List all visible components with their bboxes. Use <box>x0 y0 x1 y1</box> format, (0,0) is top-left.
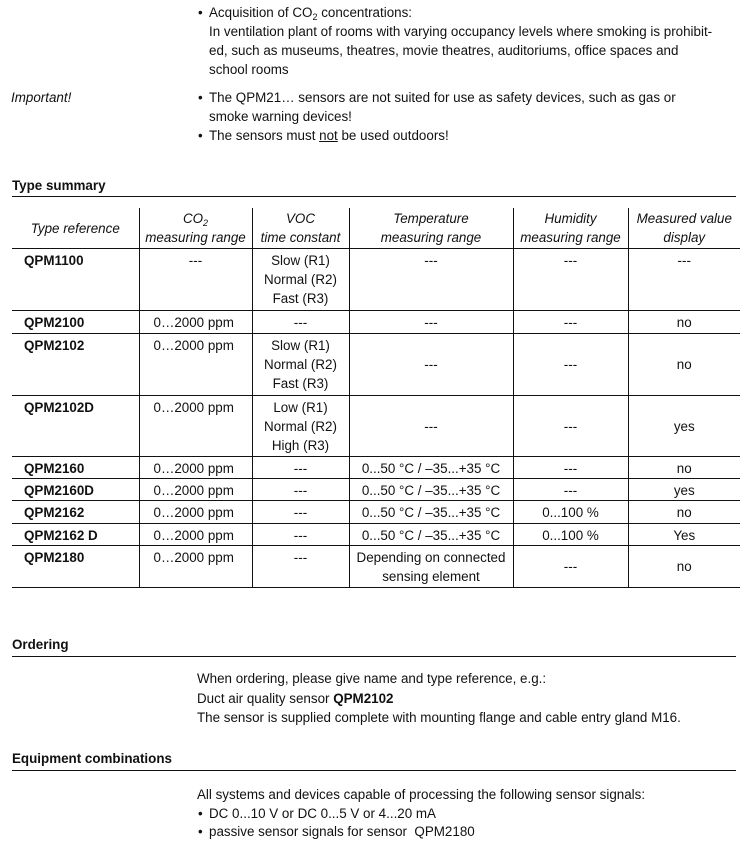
cell-temperature: --- <box>349 396 513 457</box>
cell-display: yes <box>628 479 740 501</box>
cell-voc: --- <box>252 524 349 546</box>
cell-humidity: --- <box>513 546 628 588</box>
cell-voc: Low (R1) Normal (R2) High (R3) <box>252 396 349 457</box>
cell-humidity: --- <box>513 396 628 457</box>
bullet-important-1: • <box>198 90 203 105</box>
important-text-2: The sensors must not be used outdoors! <box>209 128 449 143</box>
ordering-line-2: Duct air quality sensor QPM2102 <box>197 691 394 706</box>
table-row <box>12 457 740 479</box>
important-label: Important! <box>11 90 72 105</box>
cell-co2: 0…2000 ppm <box>139 311 252 334</box>
cell-display: no <box>628 311 740 334</box>
col-header-co2: $CO_2$ measuring range <box>139 208 252 249</box>
cell-voc: --- <box>252 457 349 479</box>
bullet-important-2: • <box>198 128 203 143</box>
cell-temperature: Depending on connected sensing element <box>349 546 513 588</box>
cell-type: QPM2162 D <box>12 524 139 546</box>
cell-humidity: --- <box>513 249 628 311</box>
col-header-voc: VOC time constant <box>252 208 349 249</box>
cell-display: --- <box>628 249 740 311</box>
table-row <box>12 479 740 501</box>
cell-type: QPM2180 <box>12 546 139 588</box>
cell-voc: --- <box>252 479 349 501</box>
col-header-type-reference: Type reference <box>12 208 139 249</box>
cell-voc: Slow (R1) Normal (R2) Fast (R3) <box>252 334 349 396</box>
cell-co2: 0…2000 ppm <box>139 546 252 588</box>
cell-temperature: 0...50 °C / –35...+35 °C <box>349 479 513 501</box>
cell-display: Yes <box>628 524 740 546</box>
cell-co2: --- <box>139 249 252 311</box>
cell-type: QPM2102D <box>12 396 139 457</box>
cell-voc: Slow (R1) Normal (R2) Fast (R3) <box>252 249 349 311</box>
cell-temperature: 0...50 °C / –35...+35 °C <box>349 501 513 524</box>
cell-humidity: --- <box>513 457 628 479</box>
col-header-display: Measured value display <box>628 208 740 249</box>
table-row <box>12 249 740 311</box>
application-text-line-2: ed, such as museums, theatres, movie theatres, auditoriums, office spaces and <box>209 43 679 58</box>
ordering-rule <box>12 656 736 657</box>
cell-display: no <box>628 334 740 396</box>
table-row <box>12 396 740 457</box>
bullet-equipment-1: • <box>198 806 203 821</box>
table-row <box>12 546 740 588</box>
cell-display: no <box>628 546 740 588</box>
cell-type: QPM2162 <box>12 501 139 524</box>
ordering-heading: Ordering <box>12 637 69 652</box>
table-row <box>12 524 740 546</box>
type-summary-heading: Type summary <box>12 178 106 193</box>
application-text-line-1: In ventilation plant of rooms with varying occupancy levels where smoking is prohibit- <box>209 24 713 39</box>
cell-temperature: --- <box>349 311 513 334</box>
cell-co2: 0…2000 ppm <box>139 457 252 479</box>
application-title: Acquisition of $CO_2$ concentrations: <box>209 5 413 22</box>
cell-temperature: 0...50 °C / –35...+35 °C <box>349 457 513 479</box>
col-header-temperature: Temperature measuring range <box>349 208 513 249</box>
cell-type: QPM1100 <box>12 249 139 311</box>
cell-co2: 0…2000 ppm <box>139 524 252 546</box>
table-row <box>12 311 740 334</box>
equipment-bullet-2: passive sensor signals for sensor QPM2180 <box>209 824 475 839</box>
bullet-equipment-2: • <box>198 824 203 839</box>
important-text-1-line-2: smoke warning devices! <box>209 109 352 124</box>
table-header-row <box>12 208 740 249</box>
equipment-intro: All systems and devices capable of processing the following sensor signals: <box>197 787 646 802</box>
cell-co2: 0…2000 ppm <box>139 396 252 457</box>
ordering-line-1: When ordering, please give name and type reference, e.g.: <box>197 671 547 686</box>
cell-humidity: --- <box>513 479 628 501</box>
cell-humidity: --- <box>513 311 628 334</box>
cell-display: yes <box>628 396 740 457</box>
cell-type: QPM2102 <box>12 334 139 396</box>
cell-co2: 0…2000 ppm <box>139 479 252 501</box>
cell-temperature: --- <box>349 249 513 311</box>
cell-humidity: 0...100 % <box>513 501 628 524</box>
cell-temperature: 0...50 °C / –35...+35 °C <box>349 524 513 546</box>
cell-co2: 0…2000 ppm <box>139 334 252 396</box>
cell-voc: --- <box>252 311 349 334</box>
important-text-1-line-1: The QPM21… sensors are not suited for use as safety devices, such as gas or <box>209 90 676 105</box>
cell-voc: --- <box>252 501 349 524</box>
cell-humidity: 0...100 % <box>513 524 628 546</box>
cell-humidity: --- <box>513 334 628 396</box>
table-row <box>12 334 740 396</box>
cell-type: QPM2100 <box>12 311 139 334</box>
cell-voc: --- <box>252 546 349 588</box>
type-summary-table <box>12 208 740 588</box>
type-summary-rule <box>12 196 736 197</box>
table-row <box>12 501 740 524</box>
equipment-heading: Equipment combinations <box>12 751 172 766</box>
cell-display: no <box>628 501 740 524</box>
equipment-rule <box>12 770 736 771</box>
cell-co2: 0…2000 ppm <box>139 501 252 524</box>
equipment-bullet-1: DC 0...10 V or DC 0...5 V or 4...20 mA <box>209 806 436 821</box>
cell-type: QPM2160 <box>12 457 139 479</box>
cell-temperature: --- <box>349 334 513 396</box>
cell-type: QPM2160D <box>12 479 139 501</box>
application-text-line-3: school rooms <box>209 62 289 77</box>
ordering-line-3: The sensor is supplied complete with mounting flange and cable entry gland M16. <box>197 710 681 725</box>
col-header-humidity: Humidity measuring range <box>513 208 628 249</box>
cell-display: no <box>628 457 740 479</box>
bullet-application: • <box>198 5 203 20</box>
